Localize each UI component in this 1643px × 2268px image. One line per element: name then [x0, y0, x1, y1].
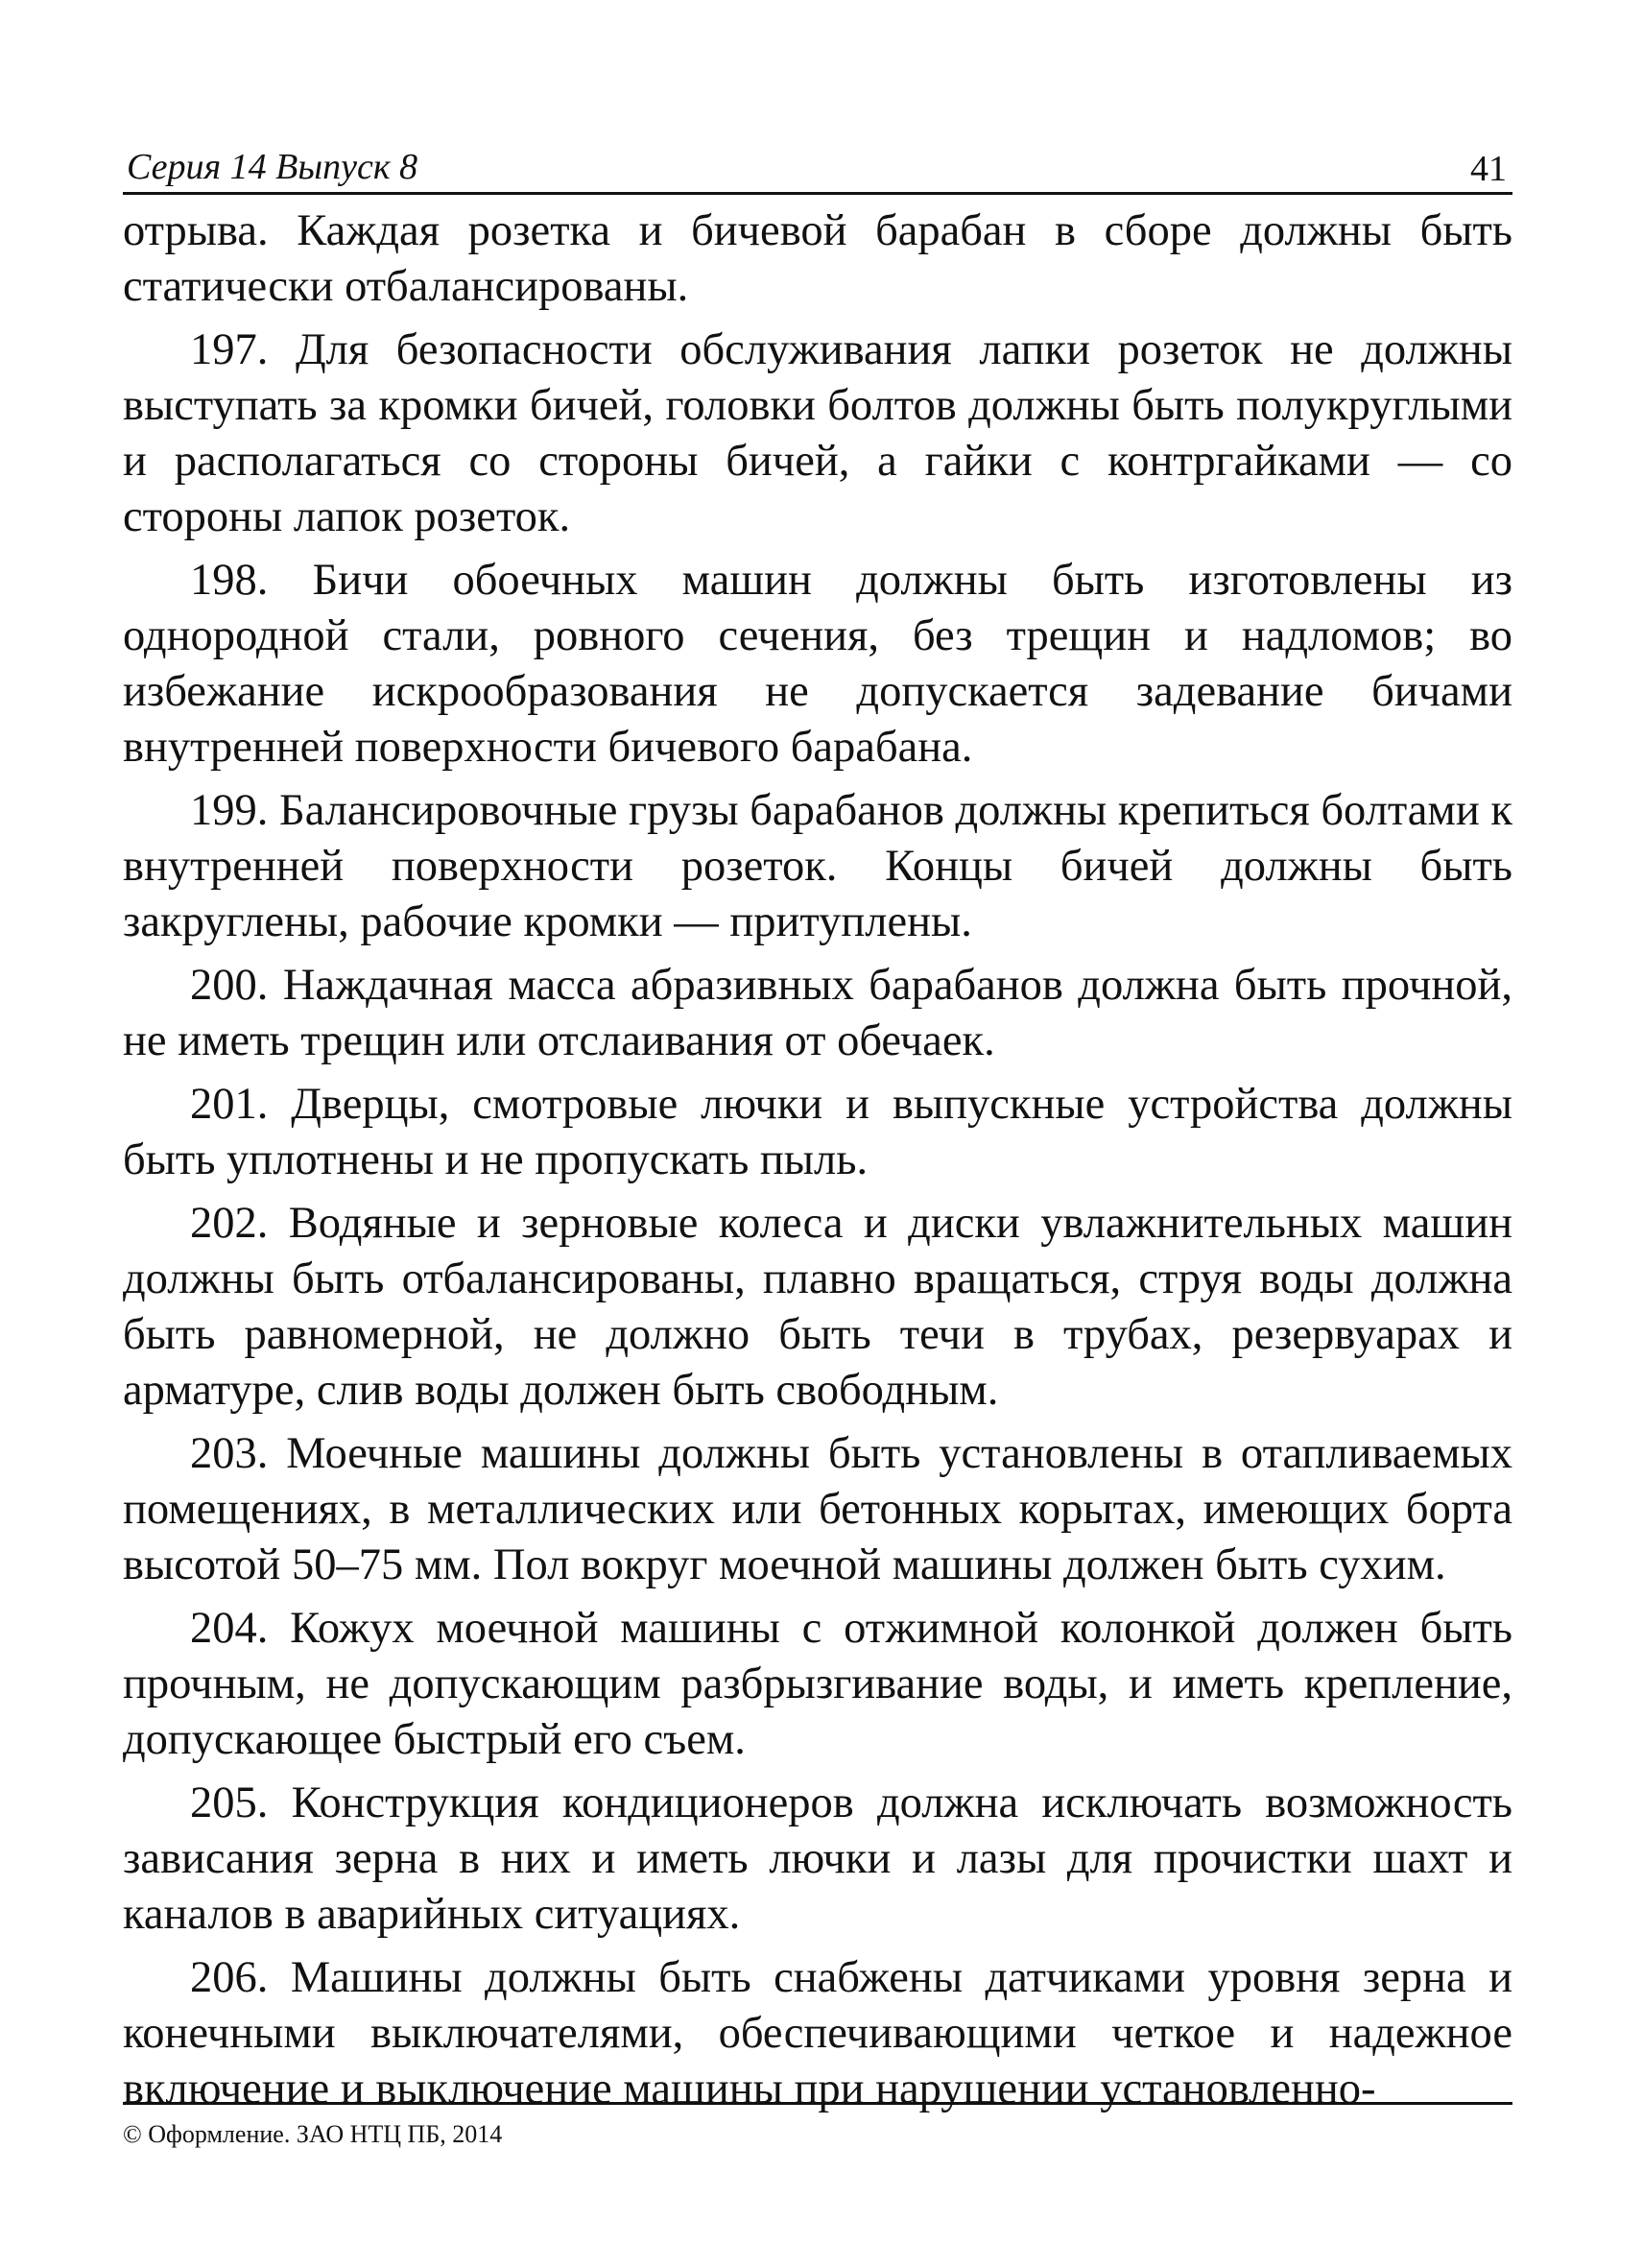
paragraph-202: 202. Водяные и зерновые колеса и диски увлажнительных машин должны быть отбалансированы, плавно вращаться, струя воды должна быть равномерной, не должно быть течи в трубах, резервуарах и арматуре, слив воды должен быть свободным. [123, 1199, 1512, 1415]
paragraph-205: 205. Конструкция кондиционеров должна исключать возможность зависания зерна в них и иметь лючки и лазы для прочистки шахт и каналов в аварийных ситуациях. [123, 1779, 1512, 1939]
running-header [123, 144, 1512, 195]
series-title: Серия 14 Выпуск 8 [127, 147, 418, 187]
page-number: 41 [1470, 149, 1507, 189]
body-text [123, 203, 1512, 2125]
paragraph-203: 203. Моечные машины должны быть установлены в отапливаемых помещениях, в металлических или бетонных корытах, имеющих борта высотой 50–75 мм. Пол вокруг моечной машины должен быть сухим. [123, 1429, 1512, 1589]
paragraph-198: 198. Бичи обоечных машин должны быть изготовлены из однородной стали, ровного сечения, без трещин и надломов; во избежание искрообразования не допускается задевание бичами внутренней поверхности бичевого барабана. [123, 556, 1512, 772]
paragraph-197: 197. Для безопасности обслуживания лапки розеток не должны выступать за кромки бичей, головки болтов должны быть полукруглыми и располагаться со стороны бичей, а гайки с контргайками — со стороны лапок розеток. [123, 325, 1512, 541]
paragraph-201: 201. Дверцы, смотровые лючки и выпускные устройства должны быть уплотнены и не пропускать пыль. [123, 1080, 1512, 1184]
paragraph-continuation: отрыва. Каждая розетка и бичевой барабан в сборе должны быть статически отбалансированы. [123, 206, 1512, 311]
paragraph-206: 206. Машины должны быть снабжены датчиками уровня зерна и конечными выключателями, обеспечивающими четкое и надежное включение и выключение машины при нарушении установленно- [123, 1953, 1512, 2113]
paragraph-200: 200. Наждачная масса абразивных барабанов должна быть прочной, не иметь трещин или отслаивания от обечаек. [123, 961, 1512, 1065]
footer-divider [123, 2102, 1512, 2105]
copyright-note: © Оформление. ЗАО НТЦ ПБ, 2014 [123, 2120, 503, 2148]
paragraph-204: 204. Кожух моечной машины с отжимной колонкой должен быть прочным, не допускающим разбрызгивание воды, и иметь крепление, допускающее быстрый его съем. [123, 1604, 1512, 1764]
paragraph-199: 199. Балансировочные грузы барабанов должны крепиться болтами к внутренней поверхности розеток. Концы бичей должны быть закруглены, рабочие кромки — притуплены. [123, 786, 1512, 946]
